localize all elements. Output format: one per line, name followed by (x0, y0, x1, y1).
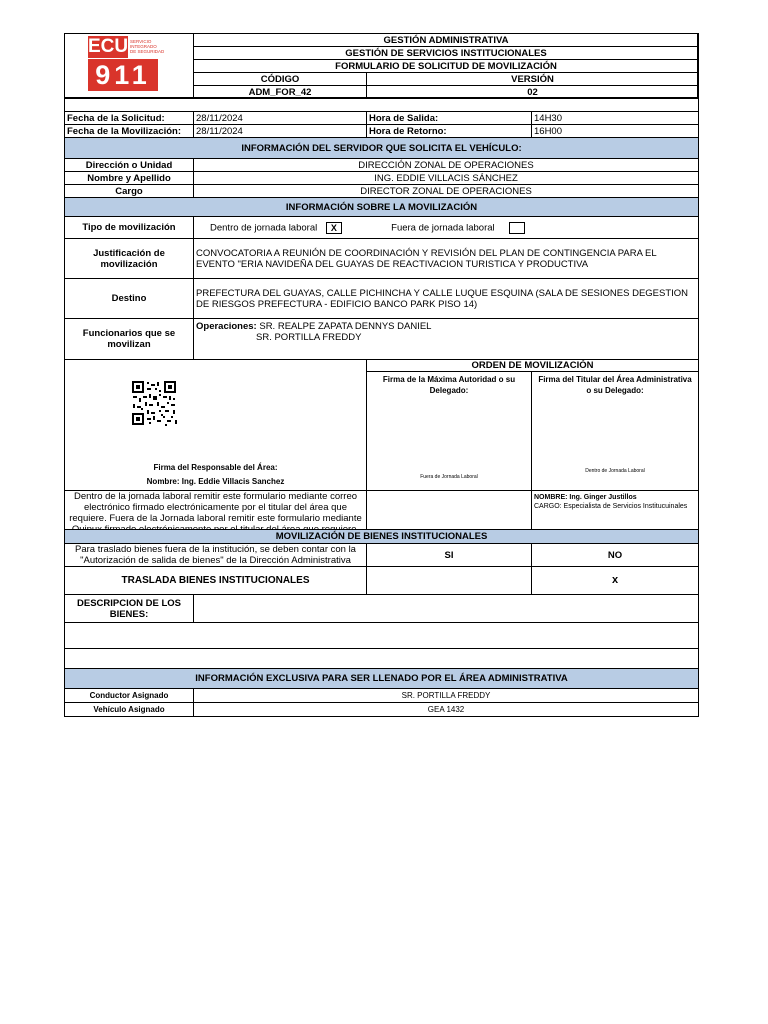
responsable-cell (65, 360, 367, 491)
administrativa-table (64, 668, 699, 717)
fecha-movilizacion-label: Fecha de la Movilización: (65, 125, 194, 138)
fuera-jornada-note: Fuera de Jornada Laboral (420, 474, 478, 480)
code-label: CÓDIGO (194, 73, 367, 86)
hora-retorno-value[interactable]: 16H00 (532, 125, 699, 138)
servidor-section-title: INFORMACIÓN DEL SERVIDOR QUE SOLICITA EL VEHÍCULO: (65, 138, 699, 159)
firma-titular-label: Firma del Titular del Área Administrativa o su Delegado: (538, 375, 692, 395)
unidad-value[interactable]: DIRECCIÓN ZONAL DE OPERACIONES (194, 159, 699, 172)
administrativa-section-title: INFORMACIÓN EXCLUSIVA PARA SER LLENADO POR EL ÁREA ADMINISTRATIVA (65, 669, 699, 689)
funcionario-1: SR. REALPE ZAPATA DENNYS DANIEL (259, 321, 432, 332)
unidad-label: Dirección o Unidad (65, 159, 194, 172)
bienes-nota: Para traslado bienes fuera de la institución, se deben contar con la "Autorización de salida de bienes" de la Dirección Administrativa (65, 544, 367, 567)
fuera-jornada-label: Fuera de jornada laboral (391, 222, 495, 234)
hora-retorno-label: Hora de Retorno: (367, 125, 532, 138)
dates-table (64, 98, 699, 138)
hora-salida-label: Hora de Salida: (367, 112, 532, 125)
fecha-movilizacion-value[interactable]: 28/11/2024 (194, 125, 367, 138)
header-line-3: FORMULARIO DE SOLICITUD DE MOVILIZACIÓN (194, 60, 699, 73)
traslada-label: TRASLADA BIENES INSTITUCIONALES (65, 567, 367, 595)
descripcion-label: DESCRIPCION DE LOS BIENES: (65, 595, 194, 623)
cargo-label: Cargo (65, 185, 194, 198)
descripcion-value[interactable] (194, 595, 699, 623)
header-line-1: GESTIÓN ADMINISTRATIVA (194, 34, 699, 47)
nombre-value[interactable]: ING. EDDIE VILLACIS SÁNCHEZ (194, 172, 699, 185)
traslada-si-value[interactable] (367, 567, 532, 595)
funcionarios-label: Funcionarios que se movilizan (65, 319, 194, 360)
bienes-table (64, 529, 699, 675)
conductor-value[interactable]: SR. PORTILLA FREDDY (194, 689, 699, 703)
nombre-firmante: NOMBRE: Ing. Ginger Justillos (534, 494, 637, 501)
code-value: ADM_FOR_42 (194, 86, 367, 99)
hora-salida-value[interactable]: 14H30 (532, 112, 699, 125)
conductor-label: Conductor Asignado (65, 689, 194, 703)
dentro-jornada-note: Dentro de Jornada Laboral (585, 468, 645, 474)
funcionarios-prefix: Operaciones: (196, 321, 257, 332)
funcionarios-value[interactable] (194, 319, 699, 360)
logo-tagline: SERVICIO INTEGRADO DE SEGURIDAD (130, 39, 165, 54)
destino-label: Destino (65, 279, 194, 319)
instrucciones-text: Dentro de la jornada laboral remitir este formulario mediante correo electrónico firmado electrónicamente por el titular del área que requiere. Fuera de la Jornada laboral remitir este formulario mediante (65, 491, 367, 536)
version-label: VERSIÓN (367, 73, 699, 86)
fuera-jornada-checkbox[interactable] (509, 222, 525, 234)
destino-value[interactable]: PREFECTURA DEL GUAYAS, CALLE PICHINCHA Y CALLE LUQUE ESQUINA (SALA DE SESIONES DEGESTION DE RIESGOS PREFECTURA - EDIFICIO BANCO PARK PISO 14) (194, 279, 699, 319)
si-label: SI (367, 544, 532, 567)
logo-brand-top: ECU (88, 36, 129, 57)
servidor-table (64, 137, 699, 198)
descripcion-blank-row[interactable] (65, 623, 699, 649)
funcionario-2: SR. PORTILLA FREDDY (256, 332, 362, 343)
header-table (193, 33, 699, 99)
orden-table (64, 359, 699, 536)
tipo-label: Tipo de movilización (65, 217, 194, 239)
cargo-value[interactable]: DIRECTOR ZONAL DE OPERACIONES (194, 185, 699, 198)
header-line-2: GESTIÓN DE SERVICIOS INSTITUCIONALES (194, 47, 699, 60)
orden-title: ORDEN DE MOVILIZACIÓN (367, 360, 699, 372)
version-value: 02 (367, 86, 699, 99)
logo (66, 35, 192, 96)
traslada-no-value[interactable]: x (532, 567, 699, 595)
logo-brand-number: 911 (88, 59, 158, 91)
fecha-solicitud-label: Fecha de la Solicitud: (65, 112, 194, 125)
firma-maxima-cell[interactable] (367, 372, 532, 491)
justificacion-value[interactable]: CONVOCATORIA A REUNIÓN DE COORDINACIÓN Y REVISIÓN DEL PLAN DE CONTINGENCIA PARA EL EVENTO "ERIA NAVIDEÑA DEL GUAYAS DE REACTIVACION TURISTICA Y PRODUCTIVA (194, 239, 699, 279)
firma-titular-cell[interactable] (532, 372, 699, 491)
no-label: NO (532, 544, 699, 567)
qr-code-icon (131, 380, 177, 426)
bienes-section-title: MOVILIZACIÓN DE BIENES INSTITUCIONALES (65, 530, 699, 544)
movilizacion-section-title: INFORMACIÓN SOBRE LA MOVILIZACIÓN (65, 198, 699, 217)
cargo-firmante: CARGO: Especialista de Servicios Institucuinales (534, 503, 688, 510)
nombre-label: Nombre y Apellido (65, 172, 194, 185)
firma-responsable-label: Firma del Responsable del Área: (153, 463, 278, 472)
firma-maxima-label: Firma de la Máxima Autoridad o su Delegado: (382, 375, 516, 395)
tipo-options (194, 217, 699, 239)
vehiculo-label: Vehículo Asignado (65, 703, 194, 717)
dentro-jornada-label: Dentro de jornada laboral (210, 222, 318, 234)
vehiculo-value[interactable]: GEA 1432 (194, 703, 699, 717)
fecha-solicitud-value[interactable]: 28/11/2024 (194, 112, 367, 125)
movilizacion-table (64, 197, 699, 360)
dentro-jornada-checkbox[interactable]: X (326, 222, 342, 234)
justificacion-label: Justificación de movilización (65, 239, 194, 279)
nombre-responsable: Nombre: Ing. Eddie Villacis Sanchez (146, 477, 285, 486)
